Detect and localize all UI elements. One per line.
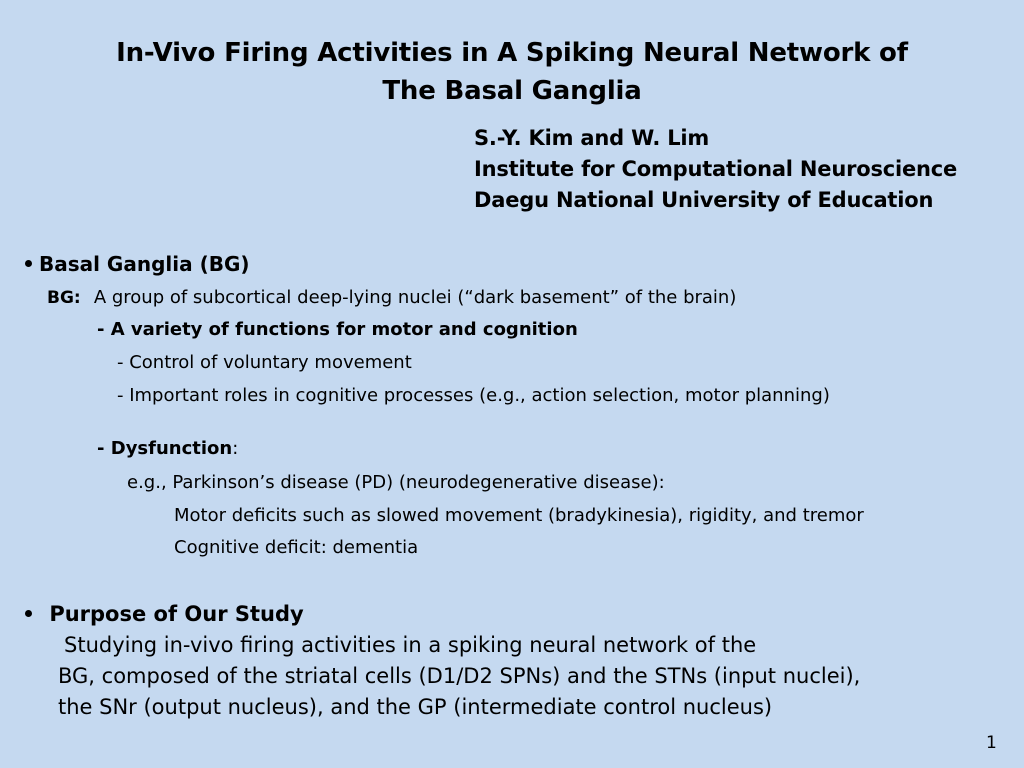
bullet-icon (25, 610, 32, 617)
symptom-item-1: Motor deficits such as slowed movement (bradykinesia), rigidity, and tremor (174, 505, 864, 526)
dysfunction-dash: - (97, 438, 111, 459)
page-title-line-1: In-Vivo Firing Activities in A Spiking Neural Network of (116, 38, 908, 68)
bg-definition (47, 287, 736, 308)
function-item-2: - Important roles in cognitive processes (e.g., action selection, motor planning) (117, 385, 830, 406)
dysfunction-colon: : (232, 438, 239, 459)
bg-description: A group of subcortical deep-lying nuclei (“dark basement” of the brain) (93, 287, 737, 308)
bg-label: BG: (47, 288, 81, 308)
section-heading-text: Purpose of Our Study (49, 602, 304, 626)
purpose-line-1: Studying in-vivo firing activities in a spiking neural network of the (64, 633, 757, 657)
section-basal-ganglia-heading (25, 252, 250, 276)
dysfunction-heading (97, 438, 238, 459)
author-institute: Institute for Computational Neuroscience (474, 157, 958, 181)
functions-heading: - A variety of functions for motor and cognition (97, 319, 578, 340)
purpose-line-3: the SNr (output nucleus), and the GP (intermediate control nucleus) (58, 695, 773, 719)
author-university: Daegu National University of Education (474, 188, 934, 212)
page-title-line-2: The Basal Ganglia (382, 76, 642, 106)
dysfunction-example: e.g., Parkinson’s disease (PD) (neurodegenerative disease): (127, 472, 665, 493)
section-purpose-heading (25, 602, 304, 626)
dysfunction-label: Dysfunction (110, 438, 233, 459)
bullet-icon (25, 260, 32, 267)
page-number: 1 (986, 733, 997, 753)
purpose-line-2: BG, composed of the striatal cells (D1/D2 SPNs) and the STNs (input nuclei), (58, 664, 861, 688)
section-heading-text: Basal Ganglia (BG) (38, 252, 250, 276)
function-item-1: - Control of voluntary movement (117, 352, 412, 373)
author-names: S.-Y. Kim and W. Lim (474, 126, 710, 150)
symptom-item-2: Cognitive deficit: dementia (174, 537, 419, 558)
